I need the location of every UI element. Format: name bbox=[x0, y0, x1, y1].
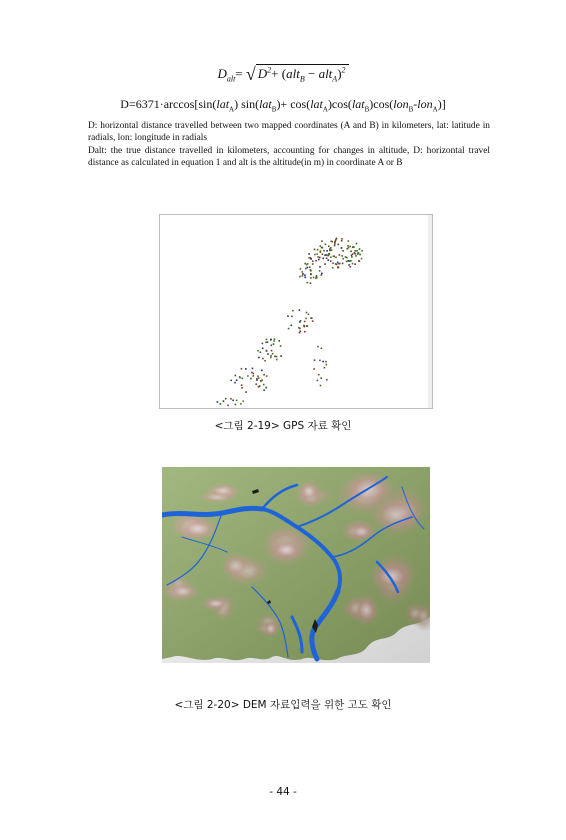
gps-point bbox=[330, 260, 332, 262]
gps-point bbox=[257, 350, 259, 352]
gps-point bbox=[300, 268, 302, 270]
formula-alt-b: alt bbox=[286, 66, 300, 81]
gps-scatter bbox=[160, 215, 432, 408]
gps-point bbox=[346, 261, 348, 263]
gps-point bbox=[330, 247, 332, 249]
gps-point bbox=[263, 389, 265, 391]
gps-point bbox=[350, 260, 352, 262]
gps-point bbox=[319, 270, 321, 272]
gps-point bbox=[261, 380, 263, 382]
formula-radicand bbox=[256, 64, 349, 84]
gps-point bbox=[352, 253, 354, 255]
gps-point bbox=[271, 350, 273, 352]
gps-point bbox=[336, 238, 338, 240]
gps-point bbox=[253, 375, 255, 377]
gps-point bbox=[325, 361, 327, 363]
gps-point bbox=[321, 240, 323, 242]
gps-point bbox=[321, 348, 323, 350]
gps-point bbox=[318, 374, 320, 376]
gps-point bbox=[354, 250, 356, 252]
gps-point bbox=[314, 249, 316, 251]
gps-point bbox=[251, 372, 253, 374]
definition-paragraph-2: Dalt: the true distance travelled in kilometers, accounting for changes in altitude, D: horizontal travel distance as calculated in equation 1 and alt is the altitude(in m) in coordinate A or B bbox=[88, 146, 490, 169]
gps-point bbox=[316, 275, 318, 277]
gps-point bbox=[359, 260, 361, 262]
gps-point bbox=[315, 278, 317, 280]
gps-point bbox=[264, 360, 266, 362]
gps-point bbox=[354, 263, 356, 265]
scrollbar bbox=[428, 215, 432, 408]
gps-point bbox=[320, 377, 322, 379]
dem-map-image bbox=[162, 467, 430, 663]
gps-point bbox=[253, 373, 255, 375]
gps-point bbox=[337, 244, 339, 246]
gps-point bbox=[291, 316, 293, 318]
gps-point bbox=[332, 267, 334, 269]
gps-point bbox=[347, 245, 349, 247]
gps-point bbox=[324, 263, 326, 265]
gps-point bbox=[298, 327, 300, 329]
gps-point bbox=[280, 345, 282, 347]
gps-point bbox=[310, 277, 312, 279]
gps-point bbox=[287, 315, 289, 317]
gps-point bbox=[245, 391, 247, 393]
gps-point bbox=[304, 277, 306, 279]
formula-lhs: D bbox=[217, 66, 227, 81]
gps-point bbox=[304, 274, 306, 276]
gps-point bbox=[326, 379, 328, 381]
gps-point bbox=[326, 257, 328, 259]
gps-point bbox=[270, 357, 272, 359]
gps-point bbox=[267, 353, 269, 355]
gps-point bbox=[220, 403, 222, 405]
gps-point bbox=[330, 256, 332, 258]
gps-point bbox=[341, 238, 343, 240]
gps-point bbox=[245, 368, 247, 370]
gps-point bbox=[256, 379, 258, 381]
gps-point bbox=[317, 346, 319, 348]
gps-point bbox=[334, 244, 336, 246]
gps-point bbox=[271, 345, 273, 347]
gps-point bbox=[274, 356, 276, 358]
gps-point bbox=[281, 355, 283, 357]
gps-point bbox=[309, 266, 311, 268]
gps-point bbox=[310, 270, 312, 272]
gps-point bbox=[304, 263, 306, 265]
gps-point bbox=[302, 275, 304, 277]
gps-point bbox=[334, 241, 336, 243]
gps-point bbox=[291, 325, 293, 327]
gps-point bbox=[232, 400, 234, 402]
dem-elevation-map bbox=[162, 467, 430, 663]
gps-point bbox=[299, 332, 301, 334]
gps-point bbox=[308, 253, 310, 255]
gps-point bbox=[273, 340, 275, 342]
gps-point bbox=[326, 364, 328, 366]
gps-point bbox=[355, 255, 357, 257]
gps-point bbox=[356, 250, 358, 252]
gps-point bbox=[305, 268, 307, 270]
gps-point bbox=[236, 379, 238, 381]
gps-point bbox=[225, 398, 227, 400]
gps-point bbox=[322, 247, 324, 249]
gps-point bbox=[310, 282, 312, 284]
gps-point bbox=[314, 359, 316, 361]
gps-point bbox=[338, 263, 340, 265]
gps-point bbox=[252, 368, 254, 370]
gps-point bbox=[355, 253, 357, 255]
gps-point bbox=[322, 361, 324, 363]
gps-point bbox=[348, 247, 350, 249]
gps-point bbox=[258, 386, 260, 388]
gps-point bbox=[314, 254, 316, 256]
gps-point bbox=[256, 378, 258, 380]
gps-point bbox=[260, 352, 262, 354]
gps-point bbox=[319, 266, 321, 268]
gps-point bbox=[351, 256, 353, 258]
gps-point bbox=[261, 370, 263, 372]
gps-point bbox=[319, 257, 321, 259]
gps-point bbox=[332, 241, 334, 243]
formula-equals: = bbox=[235, 66, 243, 81]
gps-point bbox=[258, 377, 260, 379]
gps-point bbox=[263, 384, 265, 386]
gps-point bbox=[266, 375, 268, 377]
gps-point bbox=[270, 355, 272, 357]
formula-alt-b-sub: B bbox=[299, 74, 305, 84]
gps-point bbox=[273, 343, 275, 345]
gps-point bbox=[335, 257, 337, 259]
gps-point bbox=[292, 310, 294, 312]
gps-point bbox=[325, 244, 327, 246]
gps-point bbox=[230, 380, 232, 382]
gps-point bbox=[300, 320, 302, 322]
gps-point bbox=[320, 385, 322, 387]
gps-point bbox=[332, 262, 334, 264]
formula-close: ) bbox=[337, 66, 342, 81]
gps-point bbox=[339, 254, 341, 256]
gps-point bbox=[352, 263, 354, 265]
gps-point bbox=[346, 257, 348, 259]
gps-point bbox=[333, 255, 335, 257]
gps-point bbox=[359, 254, 361, 256]
gps-point bbox=[299, 309, 301, 311]
figure-caption-gps: <그림 2-19> GPS 자료 확인 bbox=[214, 420, 352, 432]
gps-point bbox=[223, 400, 225, 402]
gps-point bbox=[329, 250, 331, 252]
gps-point bbox=[257, 375, 259, 377]
gps-point bbox=[288, 328, 290, 330]
gps-point bbox=[304, 326, 306, 328]
gps-point bbox=[315, 260, 317, 262]
gps-point bbox=[348, 260, 350, 262]
gps-point bbox=[240, 403, 242, 405]
gps-point bbox=[318, 259, 320, 261]
gps-point bbox=[242, 401, 244, 403]
distance-formula: D=6371·arccos[sin(lat$_A$) sin(lat$_B$)+ cos(lat$_A$)cos(lat$_B$)cos(lon$_B$-lon$_A$)] bbox=[120, 97, 446, 114]
gps-point bbox=[241, 384, 243, 386]
gps-point bbox=[234, 382, 236, 384]
gps-point bbox=[342, 263, 344, 265]
gps-point bbox=[262, 343, 264, 345]
gps-point bbox=[310, 258, 312, 260]
gps-point bbox=[313, 277, 315, 279]
formula-d: D bbox=[257, 66, 268, 81]
gps-point bbox=[335, 263, 337, 265]
gps-point bbox=[349, 246, 351, 248]
gps-point bbox=[321, 274, 323, 276]
gps-point bbox=[311, 317, 313, 319]
gps-point bbox=[241, 387, 243, 389]
gps-point bbox=[235, 375, 237, 377]
gps-point bbox=[236, 400, 238, 402]
gps-point bbox=[323, 250, 325, 252]
gps-point bbox=[328, 255, 330, 257]
gps-point bbox=[265, 387, 267, 389]
gps-point bbox=[239, 377, 241, 379]
gps-point bbox=[241, 368, 243, 370]
gps-point bbox=[304, 331, 306, 333]
gps-point bbox=[341, 240, 343, 242]
gps-point bbox=[306, 325, 308, 327]
gps-point bbox=[350, 266, 352, 268]
gps-point bbox=[350, 251, 352, 253]
gps-point bbox=[274, 338, 276, 340]
gps-point bbox=[307, 282, 309, 284]
gps-point bbox=[312, 320, 314, 322]
gps-point bbox=[313, 368, 315, 370]
formula-close-exp: 2 bbox=[341, 65, 346, 75]
formula-lhs-sub: alt bbox=[226, 74, 236, 84]
formula-alt-a-sub: A bbox=[332, 74, 338, 84]
gps-point bbox=[247, 375, 249, 377]
altitude-distance-formula bbox=[0, 64, 566, 85]
gps-point bbox=[338, 267, 340, 269]
gps-point bbox=[276, 359, 278, 361]
gps-point bbox=[312, 261, 314, 263]
gps-point bbox=[361, 258, 363, 260]
gps-point bbox=[250, 378, 252, 380]
formula-d-exp: 2 bbox=[267, 65, 272, 75]
gps-point bbox=[324, 255, 326, 257]
gps-point bbox=[320, 251, 322, 253]
gps-point bbox=[324, 367, 326, 369]
gps-point bbox=[308, 257, 310, 259]
gps-point bbox=[302, 271, 304, 273]
gps-point bbox=[299, 276, 301, 278]
gps-point bbox=[341, 255, 343, 257]
gps-point bbox=[241, 378, 243, 380]
gps-point bbox=[348, 264, 350, 266]
gps-point bbox=[312, 263, 314, 265]
gps-point bbox=[356, 243, 358, 245]
gps-point bbox=[322, 258, 324, 260]
gps-point bbox=[342, 250, 344, 252]
gps-point bbox=[278, 340, 280, 342]
gps-point bbox=[308, 314, 310, 316]
gps-point bbox=[270, 339, 272, 341]
gps-point bbox=[265, 342, 267, 344]
gps-point bbox=[307, 263, 309, 265]
gps-point bbox=[317, 249, 319, 251]
gps-point bbox=[262, 358, 264, 360]
gps-point bbox=[305, 318, 307, 320]
gps-point bbox=[321, 273, 323, 275]
gps-point bbox=[263, 374, 265, 376]
formula-minus: − bbox=[304, 66, 319, 81]
gps-point bbox=[300, 330, 302, 332]
gps-point bbox=[302, 273, 304, 275]
gps-point bbox=[319, 360, 321, 362]
formula-alt-a: alt bbox=[318, 66, 333, 81]
gps-point bbox=[342, 258, 344, 260]
gps-point bbox=[328, 246, 330, 248]
gps-point bbox=[322, 253, 324, 255]
gps-point bbox=[317, 256, 319, 258]
gps-point bbox=[227, 405, 229, 407]
gps-point bbox=[353, 246, 355, 248]
gps-plot-figure bbox=[159, 214, 433, 409]
gps-point bbox=[361, 250, 363, 252]
gps-point bbox=[320, 245, 322, 247]
gps-point bbox=[306, 312, 308, 314]
gps-point bbox=[235, 404, 237, 406]
formula-plus: + ( bbox=[271, 66, 287, 81]
gps-point bbox=[317, 253, 319, 255]
gps-point bbox=[326, 250, 328, 252]
gps-point bbox=[359, 248, 361, 250]
gps-point bbox=[230, 398, 232, 400]
gps-point bbox=[262, 348, 264, 350]
gps-point bbox=[317, 380, 319, 382]
gps-point bbox=[217, 401, 219, 403]
definition-paragraph-1: D: horizontal distance travelled between two mapped coordinates (A and B) in kilometers, lat: latitude in radials, lon: longitude in radials bbox=[88, 121, 490, 144]
gps-point bbox=[272, 353, 274, 355]
gps-point bbox=[310, 273, 312, 275]
gps-point bbox=[331, 249, 333, 251]
square-root-icon: √ bbox=[245, 64, 256, 84]
gps-point bbox=[267, 341, 269, 343]
gps-point bbox=[304, 321, 306, 323]
gps-point bbox=[266, 339, 268, 341]
gps-point bbox=[255, 383, 257, 385]
gps-point bbox=[348, 240, 350, 242]
gps-point bbox=[276, 356, 278, 358]
gps-point bbox=[258, 357, 260, 359]
gps-point bbox=[327, 259, 329, 261]
hillshade bbox=[162, 467, 430, 663]
gps-point bbox=[341, 247, 343, 249]
page-number: - 44 - bbox=[269, 786, 297, 798]
gps-point bbox=[307, 267, 309, 269]
gps-point bbox=[266, 350, 268, 352]
figure-caption-dem: <그림 2-20> DEM 자료입력을 위한 고도 확인 bbox=[174, 699, 392, 711]
gps-point bbox=[357, 253, 359, 255]
